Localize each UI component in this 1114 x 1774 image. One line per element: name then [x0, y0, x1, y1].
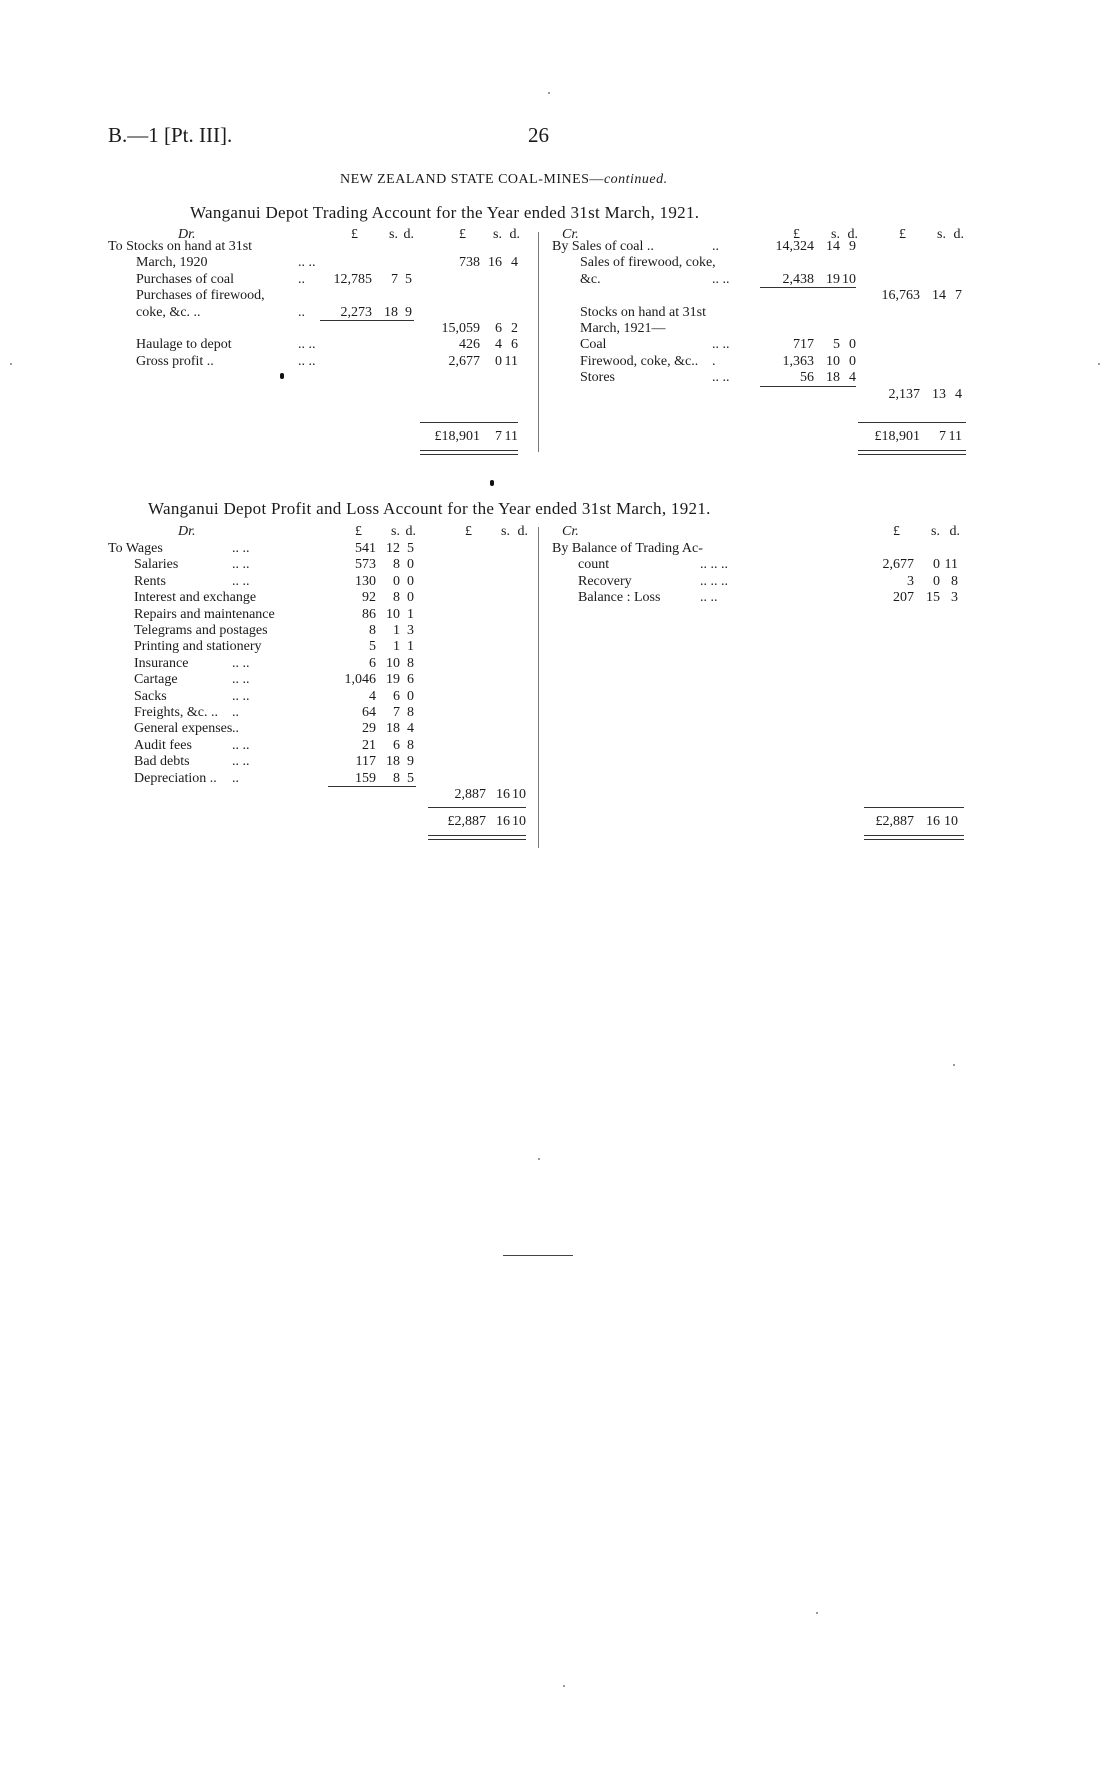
entry-label: Printing and stationery	[134, 639, 262, 655]
inner-amount-pounds: 6	[369, 655, 376, 671]
amount-pence: 3	[951, 590, 958, 606]
amount-pounds: 2,887	[454, 787, 486, 802]
inner-amount-shillings: 8	[393, 770, 400, 786]
amount-pounds: 426	[459, 337, 480, 353]
inner-amount-shillings: 12	[386, 541, 400, 556]
amount-pounds: 2,677	[448, 353, 480, 369]
inner-amount-shillings: 0	[393, 573, 400, 589]
amount-pence: 11	[504, 353, 518, 369]
entry-label: Rents	[134, 573, 166, 589]
inner-amount-pence: 5	[407, 770, 414, 786]
inner-amount-pounds: 92	[362, 590, 376, 606]
total-rule	[858, 422, 966, 423]
amount-pounds: 3	[907, 573, 914, 589]
subtotal-rule	[760, 386, 856, 387]
leader-dots: .. ..	[712, 370, 730, 386]
total-rule	[864, 807, 964, 808]
inner-amount-shillings: 19	[826, 271, 840, 287]
amount-shillings: 13	[932, 386, 946, 402]
entry-label: Sales of firewood, coke,	[580, 255, 716, 271]
leader-dots: ..	[232, 721, 239, 737]
inner-amount-pounds: 8	[369, 623, 376, 638]
amount-pence: 11	[944, 557, 958, 573]
inner-amount-pounds: 5	[369, 639, 376, 655]
speck	[563, 1685, 565, 1687]
entry-label: Freights, &c. ..	[134, 705, 218, 720]
inner-amount-pence: 0	[407, 573, 414, 589]
inner-amount-pence: 0	[407, 557, 414, 573]
entry-label: Telegrams and postages	[134, 623, 268, 638]
speck	[548, 92, 550, 94]
inner-amount-shillings: 14	[826, 239, 840, 254]
amount-pounds: 16,763	[881, 288, 920, 304]
amount-pounds: 207	[893, 590, 914, 606]
inner-amount-shillings: 18	[386, 721, 400, 737]
entry-label: Recovery	[578, 573, 632, 589]
inner-amount-pence: 6	[407, 672, 414, 688]
amount-pounds: 738	[459, 255, 480, 271]
page-number: 26	[528, 123, 549, 147]
inner-amount-shillings: 8	[393, 590, 400, 606]
total-rule	[428, 807, 526, 808]
inner-amount-pounds: 117	[355, 754, 376, 770]
amount-pence: 2	[511, 321, 518, 336]
inner-amount-pence: 8	[407, 705, 414, 720]
amount-shillings: 14	[932, 288, 946, 304]
leader-dots: ..	[232, 705, 239, 720]
currency-pence-header: d.	[949, 524, 960, 539]
dr-heading: Dr.	[178, 227, 196, 242]
entry-label: Purchases of coal	[136, 271, 234, 287]
entry-label: count	[578, 557, 610, 573]
double-total-rule	[864, 835, 964, 840]
entry-label: Stocks on hand at 31st	[580, 304, 706, 320]
inner-amount-pence: 4	[849, 370, 856, 386]
entry-label: Interest and exchange	[134, 590, 257, 606]
currency-pounds-header: £	[793, 227, 800, 242]
amount-shillings: 0	[933, 573, 940, 589]
total-rule	[420, 422, 518, 423]
entry-label: Firewood, coke, &c..	[580, 353, 699, 369]
inner-amount-pounds: 1,046	[344, 672, 376, 688]
total-pence: 10	[944, 814, 958, 829]
entry-label: Purchases of firewood,	[136, 288, 265, 304]
closing-rule	[503, 1255, 573, 1256]
leader-dots: .. .. ..	[700, 557, 728, 573]
entry-label: Audit fees	[134, 737, 192, 753]
currency-pence-header: d.	[405, 524, 416, 539]
currency-pence-header: d.	[509, 227, 520, 242]
column-divider	[538, 232, 539, 452]
inner-amount-shillings: 6	[393, 737, 400, 753]
entry-label: Stores	[580, 370, 615, 386]
inner-amount-shillings: 1	[393, 623, 400, 638]
inner-amount-pounds: 64	[362, 705, 376, 720]
leader-dots: ..	[712, 239, 719, 254]
inner-amount-pence: 5	[407, 541, 414, 556]
amount-pounds: 15,059	[441, 321, 480, 336]
inner-amount-pence: 8	[407, 655, 414, 671]
ink-mark	[280, 373, 284, 379]
column-divider	[538, 527, 539, 848]
double-total-rule	[858, 450, 966, 455]
entry-label: Insurance	[134, 655, 189, 671]
leader-dots: .	[712, 353, 716, 369]
trading-account-title: Wanganui Depot Trading Account for the Year ended 31st March, 1921.	[190, 203, 700, 222]
entry-label: Depreciation ..	[134, 770, 217, 786]
inner-amount-pounds: 717	[793, 337, 814, 353]
entry-label: &c.	[580, 271, 601, 287]
amount-pence: 10	[512, 787, 526, 802]
inner-amount-pounds: 1,363	[782, 353, 814, 369]
currency-shillings-header: s.	[931, 524, 940, 539]
inner-amount-pence: 1	[407, 606, 414, 622]
currency-pounds-header: £	[351, 227, 358, 242]
leader-dots: .. ..	[298, 337, 316, 353]
currency-pounds-header: £	[893, 524, 900, 539]
leader-dots: .. ..	[232, 672, 250, 688]
currency-pounds-header: £	[465, 524, 472, 539]
speck	[538, 1158, 540, 1160]
subtotal-rule	[320, 320, 414, 321]
inner-amount-pounds: 541	[355, 541, 376, 556]
leader-dots: .. ..	[712, 337, 730, 353]
currency-pounds-header: £	[355, 524, 362, 539]
currency-shillings-header: s.	[493, 227, 502, 242]
speck	[1098, 363, 1100, 365]
entry-label: Repairs and maintenance	[134, 606, 275, 622]
total-shillings: 7	[495, 429, 502, 444]
currency-pence-header: d.	[953, 227, 964, 242]
leader-dots: .. ..	[700, 590, 718, 606]
currency-pence-header: d.	[847, 227, 858, 242]
leader-dots: .. ..	[298, 353, 316, 369]
amount-pounds: 2,137	[888, 386, 920, 402]
currency-pence-header: d.	[517, 524, 528, 539]
entry-label: March, 1921—	[580, 321, 666, 336]
inner-amount-pounds: 56	[800, 370, 814, 386]
amount-pence: 4	[511, 255, 518, 271]
total-pence: 11	[948, 429, 962, 444]
amount-pence: 4	[955, 386, 962, 402]
total-pounds: £18,901	[434, 429, 480, 444]
leader-dots: .. .. ..	[700, 573, 728, 589]
leader-dots: .. ..	[232, 573, 250, 589]
currency-pounds-header: £	[899, 227, 906, 242]
amount-pence: 7	[955, 288, 962, 304]
currency-shillings-header: s.	[501, 524, 510, 539]
amount-shillings: 4	[495, 337, 502, 353]
inner-amount-pence: 9	[405, 304, 412, 320]
leader-dots: .. ..	[232, 541, 250, 556]
entry-label: General expenses	[134, 721, 233, 737]
entry-label: By Balance of Trading Ac-	[552, 541, 703, 556]
cr-heading: Cr.	[562, 524, 579, 539]
subtotal-rule	[760, 287, 856, 288]
profit-loss-account-title: Wanganui Depot Profit and Loss Account for the Year ended 31st March, 1921.	[148, 499, 711, 518]
inner-amount-pounds: 21	[362, 737, 376, 753]
inner-amount-shillings: 1	[393, 639, 400, 655]
speck	[953, 1064, 955, 1066]
inner-amount-pence: 0	[849, 337, 856, 353]
inner-amount-pence: 5	[405, 271, 412, 287]
inner-amount-pounds: 14,324	[775, 239, 814, 254]
inner-amount-pence: 8	[407, 737, 414, 753]
leader-dots: .. ..	[232, 754, 250, 770]
total-shillings: 16	[496, 814, 510, 829]
entry-label: Sacks	[134, 688, 167, 704]
inner-amount-shillings: 10	[386, 606, 400, 622]
amount-pounds: 2,677	[882, 557, 914, 573]
entry-label: To Stocks on hand at 31st	[108, 239, 253, 254]
inner-amount-shillings: 5	[833, 337, 840, 353]
entry-label: Salaries	[134, 557, 179, 573]
total-shillings: 16	[926, 814, 940, 829]
dr-heading: Dr.	[178, 524, 196, 539]
inner-amount-shillings: 18	[386, 754, 400, 770]
inner-amount-pounds: 4	[369, 688, 376, 704]
leader-dots: .. ..	[232, 557, 250, 573]
entry-label: By Sales of coal ..	[552, 239, 654, 254]
inner-amount-shillings: 7	[391, 271, 398, 287]
inner-amount-pounds: 573	[355, 557, 376, 573]
inner-amount-pounds: 159	[355, 770, 376, 786]
currency-shillings-header: s.	[391, 524, 400, 539]
inner-amount-pence: 4	[407, 721, 414, 737]
total-shillings: 7	[939, 429, 946, 444]
inner-amount-shillings: 18	[384, 304, 398, 320]
leader-dots: .. ..	[232, 655, 250, 671]
inner-amount-pence: 9	[407, 754, 414, 770]
total-pence: 10	[512, 814, 526, 829]
subtotal-rule	[328, 786, 416, 787]
speck	[10, 363, 12, 365]
currency-shillings-header: s.	[937, 227, 946, 242]
ink-mark	[490, 480, 494, 486]
total-pounds: £18,901	[874, 429, 920, 444]
entry-label: Haulage to depot	[136, 337, 232, 353]
entry-label: coke, &c. ..	[136, 304, 201, 320]
total-pounds: £2,887	[447, 814, 486, 829]
leader-dots: .. ..	[232, 737, 250, 753]
entry-label: Balance : Loss	[578, 590, 661, 606]
inner-amount-pounds: 2,438	[782, 271, 814, 287]
inner-amount-shillings: 18	[826, 370, 840, 386]
supertitle-continued: continued.	[603, 172, 668, 187]
total-pounds: £2,887	[875, 814, 914, 829]
entry-label: Gross profit ..	[136, 353, 214, 369]
currency-shillings-header: s.	[389, 227, 398, 242]
inner-amount-shillings: 7	[393, 705, 400, 720]
entry-label: To Wages	[108, 541, 163, 556]
currency-shillings-header: s.	[831, 227, 840, 242]
supertitle-main: NEW ZEALAND STATE COAL-MINES—	[340, 172, 604, 187]
inner-amount-shillings: 6	[393, 688, 400, 704]
amount-shillings: 6	[495, 321, 502, 336]
inner-amount-pounds: 86	[362, 606, 376, 622]
document-supertitle	[340, 173, 668, 187]
inner-amount-pence: 0	[407, 688, 414, 704]
entry-label: March, 1920	[136, 255, 208, 271]
leader-dots: ..	[298, 271, 305, 287]
entry-label: Bad debts	[134, 754, 190, 770]
amount-shillings: 0	[933, 557, 940, 573]
cr-heading: Cr.	[562, 227, 579, 242]
entry-label: Coal	[580, 337, 607, 353]
inner-amount-shillings: 19	[386, 672, 400, 688]
leader-dots: .. ..	[712, 271, 730, 287]
inner-amount-pence: 1	[407, 639, 414, 655]
double-total-rule	[428, 835, 526, 840]
currency-pence-header: d.	[403, 227, 414, 242]
inner-amount-pence: 0	[849, 353, 856, 369]
entry-label: Cartage	[134, 672, 178, 688]
amount-shillings: 0	[495, 353, 502, 369]
amount-shillings: 16	[496, 787, 510, 802]
inner-amount-shillings: 8	[393, 557, 400, 573]
total-pence: 11	[504, 429, 518, 444]
inner-amount-pence: 10	[842, 271, 856, 287]
amount-pence: 6	[511, 337, 518, 353]
inner-amount-shillings: 10	[386, 655, 400, 671]
leader-dots: .. ..	[232, 688, 250, 704]
leader-dots: ..	[232, 770, 239, 786]
inner-amount-shillings: 10	[826, 353, 840, 369]
inner-amount-pounds: 12,785	[333, 271, 372, 287]
inner-amount-pence: 3	[407, 623, 414, 638]
inner-amount-pounds: 2,273	[340, 304, 372, 320]
inner-amount-pounds: 29	[362, 721, 376, 737]
speck	[816, 1612, 818, 1614]
inner-amount-pence: 0	[407, 590, 414, 606]
inner-amount-pounds: 130	[355, 573, 376, 589]
leader-dots: ..	[298, 304, 305, 320]
leader-dots: .. ..	[298, 255, 316, 271]
double-total-rule	[420, 450, 518, 455]
amount-pence: 8	[951, 573, 958, 589]
currency-pounds-header: £	[459, 227, 466, 242]
amount-shillings: 15	[926, 590, 940, 606]
inner-amount-pence: 9	[849, 239, 856, 254]
parliamentary-paper-reference: B.—1 [Pt. III].	[108, 123, 233, 147]
amount-shillings: 16	[488, 255, 502, 271]
